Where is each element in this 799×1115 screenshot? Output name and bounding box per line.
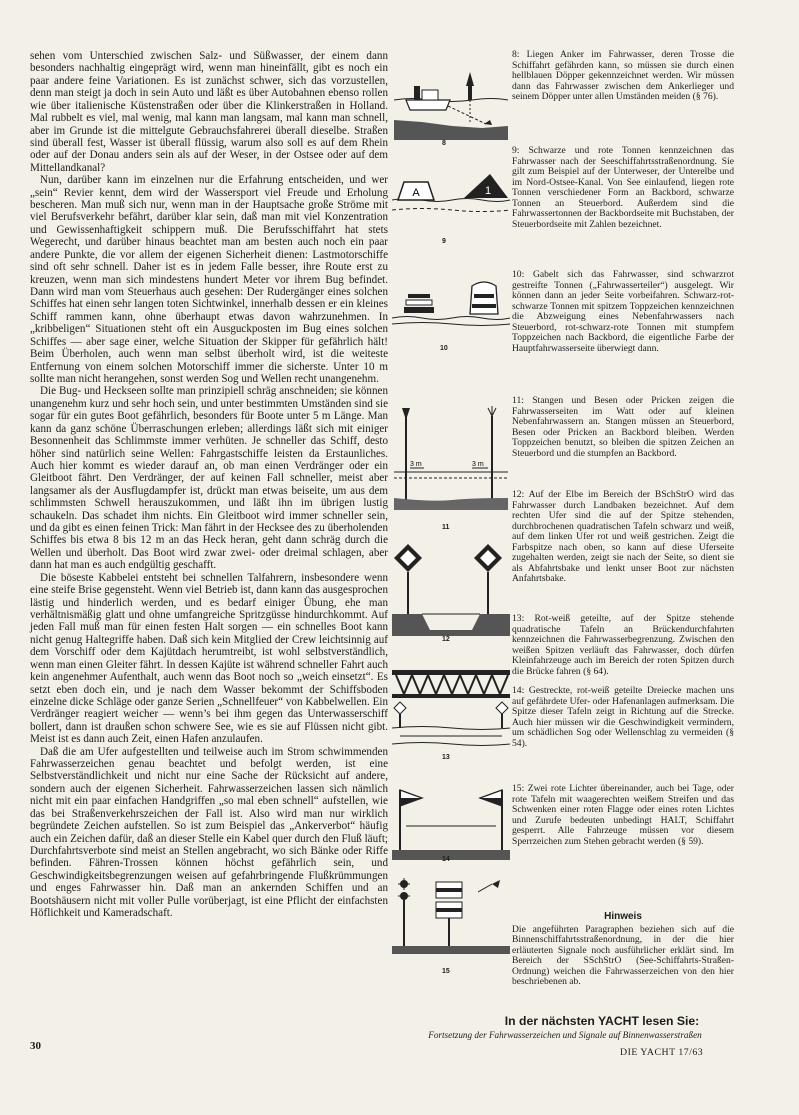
- figure-number: 9: [442, 238, 446, 245]
- next-issue-heading: In der nächsten YACHT lesen Sie:: [504, 1014, 700, 1028]
- figure-8: [392, 60, 510, 147]
- figure-number: 12: [442, 636, 450, 643]
- next-issue-subtitle: Fortsetzung der Fahrwasserzeichen und Signale auf Binnenwasserstraßen: [428, 1030, 702, 1040]
- buoy-number: 1: [484, 185, 492, 197]
- lettered-numbered-buoys: [392, 170, 510, 238]
- figure-number: 11: [442, 524, 450, 531]
- paragraph: Daß die am Ufer aufgestellten und teilweise auch im Strom schwimmenden Fahrwasserzeichen genau beachtet und befolgt werden, ist eine Selbstverständlichkeit und nicht nur eine Sache der Rücksicht auf andere, sondern auch der eigenen Sicherheit. Fahrwasserzeichen lassen sich nämlich nicht mit ein paar einfachen Handgriffen „so mal eben schnell“ aufstellen, wie das bei Straßenverkehrszeichen der Fall ist. Also wird man nur wirklich begründete Zeichen aufstellen. So ist zum Beispiel das „Ankerverbot“ häufig auch ein Zeichen dafür, daß an dieser Stelle ein Kabel quer durch den Fluß läuft; Durchfahrtsverbote sind meist an Stellen angebracht, wo sich Bänke oder Riffe befinden. Fähren-Trossen können höchst gefährlich sein, und Geschwindigkeitsbegrenzungen weisen auf gefahrbringende Flußkrümmungen und enges Fahrwasser hin. Daß man an ankernden Schiffen und an Bootshäusern nicht mit voller Pulle vorüberjagt, ist eine Pflicht der einfachsten Höflichkeit und Kameradschaft.: [30, 745, 388, 920]
- stop-signals: [392, 876, 510, 966]
- figure-caption: 9: Schwarze und rote Tonnen kennzeichnen das Fahrwasser nach der Seeschiffahrtsstraßenordnung. Sie gilt zum Beispiel auf der Unterweser, der Unterelbe und im Nord-Ostsee-Kanal. Von See einlaufend, liegen rote Tonnen verschiedener Form an Backbord, schwarze Tonnen an Steuerbord. Außerdem sind die Fahrwassertonnen der Backbordseite mit Buchstaben, der Steuerbordseite mit Zahlen bezeichnet.: [512, 145, 734, 230]
- bridge-passage-marks: [392, 666, 510, 756]
- triangle-warning-boards: [392, 786, 510, 866]
- figure-caption: 11: Stangen und Besen oder Pricken zeigen die Fahrwasserseiten im Watt oder auf kleinen Nebenfahrwassern an. Stangen müssen an Steuerbord, Besen oder Pricken an Backbord bleiben. Werden Toppzeichen benutzt, so bleiben die spitzen Zeichen an Steuerbord und die stumpfen an Backbord.: [512, 395, 734, 459]
- figure-caption: 8: Liegen Anker im Fahrwasser, deren Trosse die Schiffahrt gefährden kann, so müssen sie durch einen hellblauen Döpper gekennzeichnet werden. Wir müssen dann das Fahrwasser zwischen dem Ankerlieger und seinem Döpper unter allen Umständen meiden (§ 76).: [512, 49, 734, 103]
- paragraph: sehen vom Unterschied zwischen Salz- und Süßwasser, der einem dann besonders nachhaltig eingeprägt wird, wenn man hineinfällt, gibt es noch ein paar andere feine Variationen. Es ist zunächst schwer, sich das vorzustellen, denn man steigt ja doch in sein Auto und läßt es über Autobahnen ebenso rollen wie über italienische Küstenstraßen oder über die Klinkerstraßen in Holland. Mal rubbelt es viel, mal wenig, mal kann man langsam, mal kann man schnell, aber im Grunde ist die mittelgute Gebrauchsfahrerei überall dieselbe. Straßen sind überall fest, Wasser ist überall flüssig, warum also soll es auf dem Rhein oder auf der Donau anders sein als auf der Weser, in der Ostsee oder auf dem Mittellandkanal?: [30, 50, 388, 174]
- stakes-and-brooms: [392, 406, 510, 518]
- figure-10: [392, 280, 510, 352]
- article-body: [30, 50, 388, 920]
- figure-number: 13: [442, 754, 450, 761]
- magazine-issue: DIE YACHT 17/63: [620, 1047, 704, 1058]
- figure-caption: 10: Gabelt sich das Fahrwasser, sind schwarzrot gestreifte Tonnen („Fahrwasserteiler“) ausgelegt. Wir können dann an jeder Seite vorbeifahren. Schwarz-rot-schwarze Tonnen mit spitzem Toppzeichen kennzeichnen die Abzweigung eines Nebenfahrwassers nach Steuerbord, rot-schwarz-rote Tonnen mit stumpfem Toppzeichen nach Backbord, die eigentliche Farbe der Hauptfahrwasserseite überwiegt dann.: [512, 269, 734, 354]
- figure-caption: 13: Rot-weiß geteilte, auf der Spitze stehende quadratische Tafeln an Brückendurchfahrten kennzeichnen die Fahrwasserbegrenzung. Zwischen den weißen Spitzen verläuft das Fahrwasser, doch dürfen Kleinfahrzeuge auch im Bereich der roten Spitzen durch die Brücke fahren (§ 64).: [512, 613, 734, 677]
- notice-text: Die angeführten Paragraphen beziehen sich auf die Binnenschiffahrtsstraßenordnung, in der die hier erläuterten Signale noch ausführlicher erklärt sind. Im Bereich der SSchStrO (See-Schiffahrts-Straßen-Ordnung) weichen die Fahrwasserzeichen von den hier beschriebenen ab.: [512, 923, 734, 988]
- figure-caption: 12: Auf der Elbe im Bereich der BSchStrO wird das Fahrwasser durch Landbaken bezeichnet. Auf dem rechten Ufer sind die auf der Spitze stehenden, durchbrochenen quadratischen Tafeln schwarz und weiß, auf dem linken Ufer rot und weiß gestrichen. Zeigt die Farbspitze nach oben, so kann auf diese Uferseite zugehalten werden, zeigt sie nach der Seite, so dient sie als Abfahrtsbake und lenkt unser Boot zur nächsten Anfahrtsbake.: [512, 489, 734, 585]
- figure-15: [392, 876, 510, 975]
- paragraph: Die böseste Kabbelei entsteht bei schnellen Talfahrern, insbesondere wenn eine steife Brise gegensteht. Wenn viel Betrieb ist, dann kann das ausgesprochen lästig und hinderlich werden, und es bedarf einiger Übung, ehe man verhältnismäßig glatt und ohne umfangreiche Spritzgüsse hindurchkommt. Auf jeden Fall muß man für einen festen Halt sorgen — ein schnelles Boot kann nicht genug Haltegriffe haben. Daß sich kein Mitglied der Crew leichtsinnig auf dem Vorschiff oder dem Kajütdach herumtreibt, ist wohl selbstverständlich, wenn man einen Gleiter fährt. In dessen Kajüte ist während schneller Fahrt auch kein angenehmer Aufenthalt, auch wenn das Boot noch so „weich einsetzt“. Es setzt eben doch ein, und je nach dem Wasser bekommt der Schiffsboden einzelne dicke Schläge oder ganze Serien „Schnellfeuer“ von Kabbelwellen. Ein Verdränger reagiert weicher — wenn’s bei ihm gegen das Unterwasserschiff bollert, dann ist draußen schon schwere See, wie es sie auf Flüssen nicht gibt. Meist ist es dann auch Zeit, einen Hafen anzulaufen.: [30, 571, 388, 746]
- fairway-divider-buoys: [392, 280, 510, 342]
- figure-caption: 14: Gestreckte, rot-weiß geteilte Dreiecke machen uns auf gefährdete Ufer- oder Hafenanlagen aufmerksam. Die Spitze dieser Tafeln zeigt in Richtung auf die Strecke. Auch hier müssen wir die Geschwindigkeit vermindern, um schädlichen Sog oder Wellenschlag zu vermeiden (§ 54).: [512, 685, 734, 749]
- figure-number: 14: [442, 856, 450, 863]
- paragraph: Nun, darüber kann im einzelnen nur die Erfahrung entscheiden, und wer „sein“ Revier kennt, dem wird der Wassersport viel Freude und Erholung bescheren. Man muß sich nur, wenn man in der Hauptsache große Ströme mit viel Berufsverkehr befährt, darüber klar sein, daß man mit viel Konzentration und Gewissenhaftigkeit schippern muß. Die Berufsschiffahrt hat stets Wegerecht, und darüber hinaus beachtet man am besten auch noch ein paar andere Punkte, die vor allem der eigenen Sicherheit dienen: Lastmotorschiffe sind oft sehr schnell. Daher ist es in jedem Falle besser, ihre Route erst zu kreuzen, wenn man sich mindestens hundert Meter vor ihrem Bug befindet. Dann wird man vom Steuerhaus auch gesehen: Der Rudergänger eines solchen Schiffes hat einen sehr langen toten Sichtwinkel, innerhalb dessen er ein kleines Schiff rammen kann, ohne überhaupt etwas davon wahrzunehmen. In „kribbeligen“ Situationen steht oft ein Ausguckposten im Bug eines solchen Schiffes — aber sage einer, welche Situation der Skipper für gefährlich hält! Beim Überholen, auch wenn man selbst überholt wird, ist die weiteste Entfernung von einem solchen Motorschiff immer die sicherste. Unter 10 m sollte man nicht herangehen, sonst werden Sog und Wellen recht unangenehm.: [30, 174, 388, 385]
- distance-label: 3 m: [472, 461, 484, 468]
- figure-9: [392, 170, 510, 245]
- figure-caption: 15: Zwei rote Lichter übereinander, auch bei Tage, oder rote Tafeln mit waagerechten weißem Streifen und das Schwenken einer roten Flagge oder eines roten Lichtes und Zurufe bedeuten unbedingt HALT, Schiffahrt gesperrt. Alle Fahrzeuge müssen vor diesem Sperrzeichen zum Stehen gebracht werden (§ 59).: [512, 783, 734, 847]
- paragraph: Die Bug- und Heckseen sollte man prinzipiell schräg anschneiden; sie können unangenehm kurz und sehr hoch sein, und unter bestimmten Umständen sind sie sogar für ein gutes Boot gefährlich, besonders für Boote unter 5 m Länge. Man kann da ganz schöne Überraschungen erleben; allerdings läßt sich mit einiger Besonnenheit das Schlimmste immer verhüten. Je schneller das Schiff, desto höher sind natürlich seine Wellen: Fahrgastschiffe leisten da Erstaunliches. Auch hier kommt es wieder darauf an, ob man einen Verdränger oder ein Gleitboot fährt. Den Verdränger, der auf keinen Fall schneller, meist aber langsamer als der Ausflugdampfer ist, drückt man etwas beiseite, um aus dem schlimmsten Schwell herauszukommen, und läßt ihn im übrigen lustig schaukeln. Das schadet ihm nichts. Ein Gleitboot wird immer schneller sein, und da gibt es einen feinen Trick: Man fährt in der Hecksee des zu überholenden Schiffes bis etwa 8 bis 12 m an das Heck heran, geht dann schräg durch die Wellen und überholt. Das Boot wird zwar zwei- oder dreimal schlagen, aber dann hat man es auch endgültig geschafft.: [30, 385, 388, 572]
- figure-number: 10: [440, 345, 448, 352]
- distance-label: 3 m: [410, 461, 422, 468]
- figure-13: [392, 666, 510, 761]
- anchor-buoy-illustration: [392, 60, 510, 140]
- page-number: 30: [30, 1040, 41, 1052]
- figure-number: 15: [442, 968, 450, 975]
- notice-box: [512, 912, 734, 988]
- figure-number: 8: [442, 140, 446, 147]
- figure-14: [392, 786, 510, 866]
- figure-11: [392, 406, 510, 531]
- notice-title: Hinweis: [604, 911, 642, 922]
- buoy-letter: A: [412, 187, 420, 199]
- figure-12: [392, 536, 510, 643]
- land-beacons: [392, 536, 510, 636]
- figure-column: [392, 58, 510, 975]
